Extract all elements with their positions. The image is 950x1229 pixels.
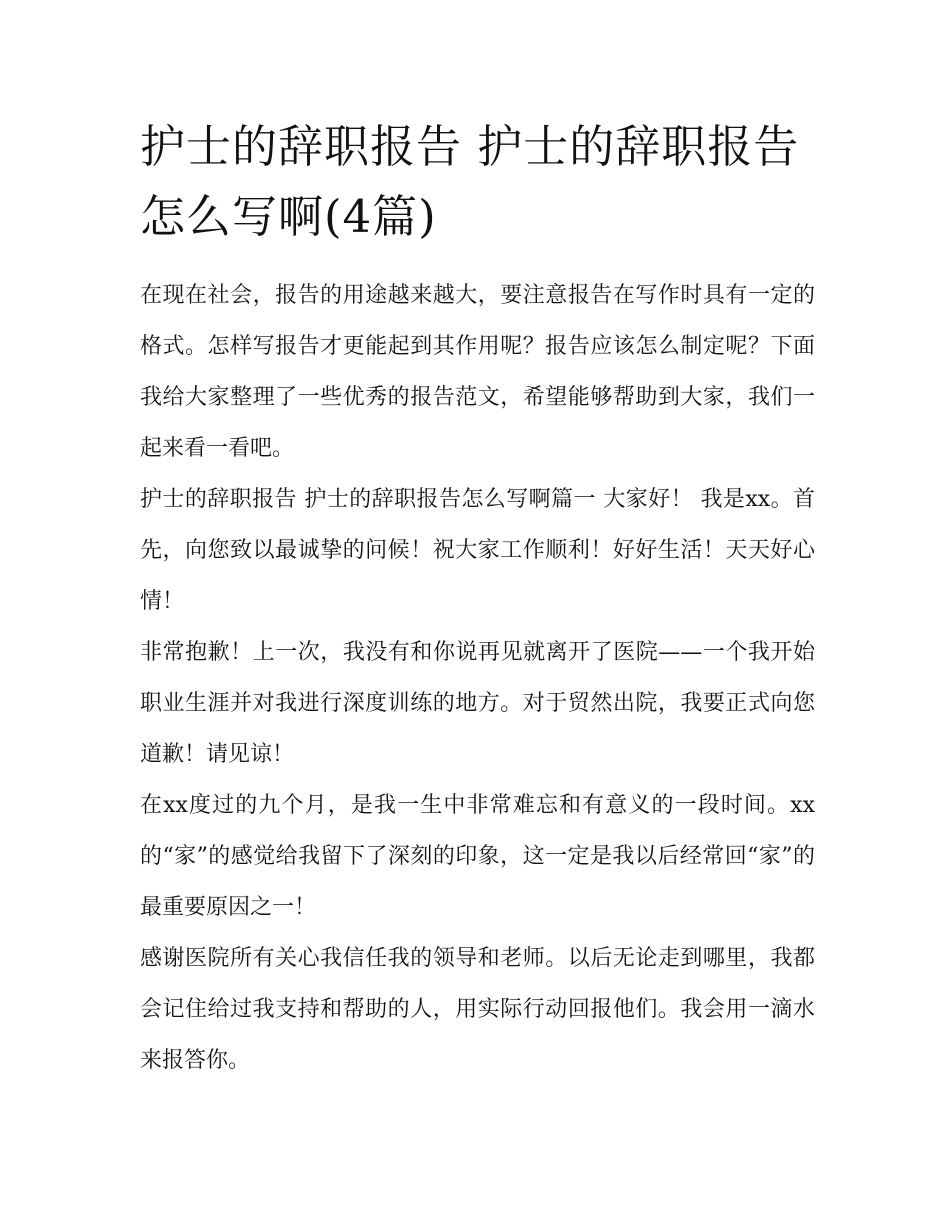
paragraph-apology: 非常抱歉！上一次，我没有和你说再见就离开了医院——一个我开始职业生涯并对我进行深度训练的地方。对于贸然出院，我要正式向您道歉！请见谅！ [140, 640, 815, 767]
paragraph-memories: 在xx度过的九个月，是我一生中非常难忘和有意义的一段时间。xx的“家”的感觉给我留下了深刻的印象，这一定是我以后经常回“家”的最重要原因之一！ [140, 793, 815, 920]
paragraph-thanks: 感谢医院所有关心我信任我的领导和老师。以后无论走到哪里，我都会记住给过我支持和帮助的人，用实际行动回报他们。我会用一滴水来报答你。 [140, 946, 815, 1073]
paragraph-intro: 在现在社会，报告的用途越来越大，要注意报告在写作时具有一定的格式。怎样写报告才更能起到其作用呢？报告应该怎么制定呢？下面我给大家整理了一些优秀的报告范文，希望能够帮助到大家，我们一起来看一看吧。 [140, 283, 815, 461]
document-body [140, 112, 815, 1086]
document-title: 护士的辞职报告 护士的辞职报告怎么写啊(4篇) [140, 120, 800, 243]
paragraph-greeting: 护士的辞职报告 护士的辞职报告怎么写啊篇一 大家好！ 我是xx。首先，向您致以最诚挚的问候！祝大家工作顺利！好好生活！天天好心情！ [140, 487, 815, 614]
